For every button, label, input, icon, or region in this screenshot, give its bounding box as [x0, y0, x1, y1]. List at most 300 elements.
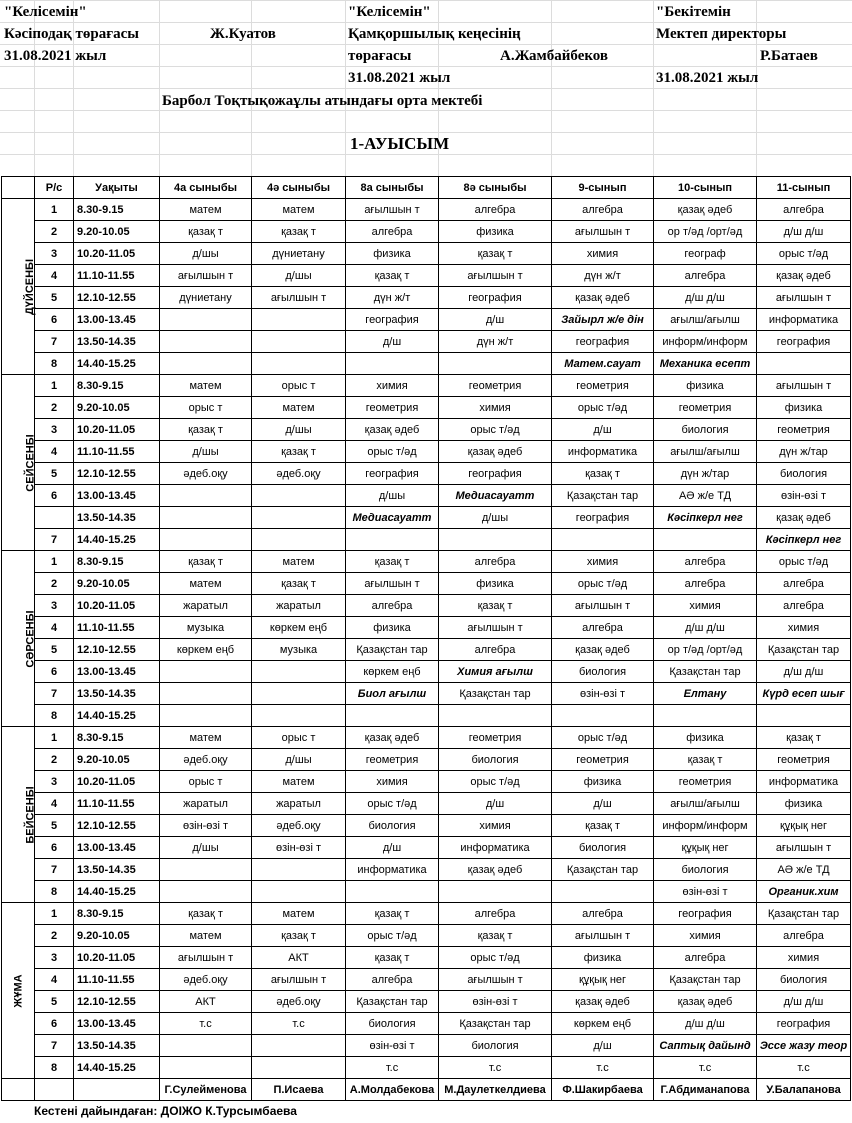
lesson-cell: д/шы	[439, 507, 552, 529]
lesson-cell: ағылшын т	[160, 265, 252, 287]
header-class-11: 11-сынып	[757, 177, 851, 199]
lesson-cell: геометрия	[439, 375, 552, 397]
lesson-cell: геометрия	[757, 419, 851, 441]
lesson-cell: өзін-өзі т	[252, 837, 346, 859]
lesson-cell: Механика есепт	[654, 353, 757, 375]
lesson-cell: ағылшын т	[346, 199, 439, 221]
left-date: 31.08.2021 жыл	[4, 48, 107, 64]
lesson-number: 4	[35, 265, 74, 287]
lesson-cell	[757, 353, 851, 375]
lesson-time: 11.10-11.55	[74, 441, 160, 463]
lesson-cell: қазақ т	[346, 947, 439, 969]
lesson-number: 8	[35, 1057, 74, 1079]
lesson-time: 10.20-11.05	[74, 771, 160, 793]
lesson-row	[2, 375, 851, 397]
lesson-cell: геометрия	[654, 771, 757, 793]
lesson-cell: физика	[654, 727, 757, 749]
lesson-number: 8	[35, 705, 74, 727]
lesson-cell: матем	[252, 397, 346, 419]
lesson-cell: д/ш	[552, 793, 654, 815]
lesson-cell	[552, 881, 654, 903]
lesson-cell: биология	[346, 815, 439, 837]
left-agreed: "Келісемін"	[4, 4, 87, 20]
lesson-cell: қазақ әдеб	[552, 639, 654, 661]
lesson-cell: Қазақстан тар	[654, 969, 757, 991]
lesson-cell: орыс т	[160, 397, 252, 419]
lesson-number: 7	[35, 683, 74, 705]
lesson-number: 7	[35, 859, 74, 881]
lesson-cell	[252, 881, 346, 903]
lesson-cell: дүн ж/тар	[757, 441, 851, 463]
lesson-cell: көркем еңб	[252, 617, 346, 639]
teacher-name: М.Даулеткелдиева	[439, 1079, 552, 1101]
lesson-cell: жаратыл	[160, 595, 252, 617]
lesson-number: 5	[35, 463, 74, 485]
lesson-number: 4	[35, 617, 74, 639]
lesson-cell: орыс т/әд	[346, 925, 439, 947]
lesson-number: 5	[35, 287, 74, 309]
lesson-time: 9.20-10.05	[74, 749, 160, 771]
lesson-row	[2, 331, 851, 353]
lesson-number: 2	[35, 749, 74, 771]
lesson-cell	[252, 331, 346, 353]
lesson-time: 8.30-9.15	[74, 375, 160, 397]
day-name: СЕЙСЕНБІ	[24, 433, 37, 492]
lesson-number: 7	[35, 1035, 74, 1057]
lesson-cell: Биол ағылш	[346, 683, 439, 705]
lesson-cell: ағылшын т	[346, 573, 439, 595]
lesson-cell	[252, 661, 346, 683]
lesson-number: 1	[35, 903, 74, 925]
header-class-4ae: 4ә сыныбы	[252, 177, 346, 199]
lesson-time: 10.20-11.05	[74, 243, 160, 265]
right-name: Р.Батаев	[760, 48, 818, 64]
lesson-cell: география	[654, 903, 757, 925]
lesson-cell: АКТ	[252, 947, 346, 969]
lesson-cell: ағылшын т	[757, 287, 851, 309]
lesson-cell: дүн ж/т	[439, 331, 552, 353]
lesson-cell	[252, 1035, 346, 1057]
lesson-cell: геометрия	[552, 375, 654, 397]
lesson-cell: биология	[346, 1013, 439, 1035]
lesson-cell: матем	[160, 573, 252, 595]
lesson-cell: қазақ т	[252, 573, 346, 595]
lesson-cell: Кәсіпкерл нег	[757, 529, 851, 551]
lesson-cell: алгебра	[654, 265, 757, 287]
lesson-cell: физика	[552, 771, 654, 793]
lesson-number: 6	[35, 485, 74, 507]
lesson-row	[2, 265, 851, 287]
right-approved: "Бекітемін	[656, 4, 731, 20]
lesson-number: 3	[35, 947, 74, 969]
lesson-cell: биология	[552, 837, 654, 859]
lesson-cell: орыс т/әд	[552, 573, 654, 595]
lesson-cell	[160, 507, 252, 529]
lesson-cell: география	[757, 1013, 851, 1035]
lesson-cell: биология	[757, 969, 851, 991]
lesson-cell	[252, 683, 346, 705]
lesson-cell: алгебра	[439, 551, 552, 573]
lesson-cell: орыс т	[252, 727, 346, 749]
lesson-cell	[252, 529, 346, 551]
lesson-cell: биология	[757, 463, 851, 485]
lesson-cell: д/ш	[552, 419, 654, 441]
lesson-cell	[252, 705, 346, 727]
lesson-number: 3	[35, 419, 74, 441]
lesson-cell: қазақ әдеб	[654, 991, 757, 1013]
prepared-by: Кестені дайындаған: ДОІЖО К.Турсымбаева	[34, 1104, 297, 1118]
lesson-cell: өзін-өзі т	[552, 683, 654, 705]
lesson-cell: физика	[439, 573, 552, 595]
lesson-number: 7	[35, 331, 74, 353]
teacher-name: Г.Сулейменова	[160, 1079, 252, 1101]
lesson-cell: өзін-өзі т	[654, 881, 757, 903]
lesson-cell: орыс т/әд	[439, 771, 552, 793]
lesson-cell	[552, 705, 654, 727]
day-label	[2, 551, 35, 727]
lesson-row	[2, 551, 851, 573]
lesson-cell: ағылш/ағылш	[654, 309, 757, 331]
lesson-cell	[439, 529, 552, 551]
lesson-cell: АКТ	[160, 991, 252, 1013]
lesson-cell	[252, 353, 346, 375]
lesson-number: 2	[35, 397, 74, 419]
lesson-cell: Қазақстан тар	[757, 903, 851, 925]
lesson-cell: қазақ әдеб	[439, 441, 552, 463]
lesson-number: 3	[35, 243, 74, 265]
lesson-cell: т.с	[160, 1013, 252, 1035]
lesson-cell: матем	[252, 771, 346, 793]
lesson-number: 3	[35, 595, 74, 617]
lesson-cell: химия	[439, 815, 552, 837]
lesson-cell: алгебра	[439, 903, 552, 925]
lesson-cell: д/шы	[160, 441, 252, 463]
lesson-cell	[252, 1057, 346, 1079]
lesson-cell: қазақ әдеб	[757, 265, 851, 287]
lesson-cell: қазақ әдеб	[757, 507, 851, 529]
lesson-cell: Қазақстан тар	[439, 1013, 552, 1035]
header-number: Р/с	[35, 177, 74, 199]
left-name: Ж.Куатов	[210, 26, 276, 42]
lesson-cell: жаратыл	[252, 595, 346, 617]
lesson-cell: ағылшын т	[439, 265, 552, 287]
lesson-cell	[160, 485, 252, 507]
lesson-time: 9.20-10.05	[74, 925, 160, 947]
lesson-cell: қазақ т	[654, 749, 757, 771]
lesson-cell: химия	[654, 925, 757, 947]
right-date: 31.08.2021 жыл	[656, 70, 759, 86]
lesson-cell: геометрия	[346, 397, 439, 419]
teacher-name: Г.Абдиманапова	[654, 1079, 757, 1101]
lesson-cell: жаратыл	[160, 793, 252, 815]
lesson-cell: матем	[160, 727, 252, 749]
lesson-number: 4	[35, 441, 74, 463]
lesson-cell: қазақ т	[757, 727, 851, 749]
schedule-table	[1, 176, 851, 1101]
lesson-cell: алгебра	[757, 595, 851, 617]
lesson-cell: ағылшын т	[439, 969, 552, 991]
lesson-cell: АӘ ж/е ТД	[757, 859, 851, 881]
day-label	[2, 727, 35, 903]
lesson-cell	[160, 1035, 252, 1057]
lesson-cell: құқық нег	[552, 969, 654, 991]
lesson-cell: өзін-өзі т	[346, 1035, 439, 1057]
school-name: Барбол Тоқтықожаұлы атындағы орта мектебі	[162, 93, 483, 109]
lesson-cell: орыс т	[252, 375, 346, 397]
lesson-cell	[439, 705, 552, 727]
lesson-number: 4	[35, 793, 74, 815]
shift-title: 1-АУЫСЫМ	[350, 134, 450, 153]
lesson-number: 8	[35, 881, 74, 903]
lesson-row	[2, 749, 851, 771]
lesson-time: 13.00-13.45	[74, 661, 160, 683]
lesson-cell: алгебра	[654, 947, 757, 969]
lesson-row	[2, 683, 851, 705]
lesson-number: 2	[35, 925, 74, 947]
lesson-cell: жаратыл	[252, 793, 346, 815]
day-name: ЖҰМА	[12, 973, 25, 1008]
lesson-time: 9.20-10.05	[74, 221, 160, 243]
lesson-row	[2, 837, 851, 859]
lesson-cell: Органик.хим	[757, 881, 851, 903]
lesson-cell: қазақ т	[346, 265, 439, 287]
lesson-cell: матем	[252, 551, 346, 573]
lesson-time: 12.10-12.55	[74, 815, 160, 837]
lesson-cell: д/шы	[252, 265, 346, 287]
lesson-time: 10.20-11.05	[74, 595, 160, 617]
lesson-cell: қазақ т	[252, 441, 346, 463]
teacher-name: П.Исаева	[252, 1079, 346, 1101]
lesson-cell: информ/информ	[654, 815, 757, 837]
middle-name: А.Жамбайбеков	[500, 48, 609, 64]
lesson-cell: алгебра	[346, 595, 439, 617]
lesson-cell: информатика	[346, 859, 439, 881]
lesson-time: 13.50-14.35	[74, 1035, 160, 1057]
lesson-cell: әдеб.оқу	[160, 463, 252, 485]
middle-position-2: төрағасы	[348, 48, 412, 64]
lesson-cell	[346, 529, 439, 551]
lesson-cell: орыс т/әд	[439, 947, 552, 969]
lesson-cell	[252, 507, 346, 529]
lesson-cell: т.с	[654, 1057, 757, 1079]
lesson-time: 12.10-12.55	[74, 991, 160, 1013]
lesson-cell: д/шы	[346, 485, 439, 507]
lesson-row	[2, 353, 851, 375]
lesson-cell: қазақ т	[346, 903, 439, 925]
lesson-time: 13.00-13.45	[74, 1013, 160, 1035]
lesson-cell	[160, 331, 252, 353]
lesson-cell: дүн ж/т	[346, 287, 439, 309]
lesson-cell: д/ш	[346, 331, 439, 353]
lesson-cell: құқық нег	[757, 815, 851, 837]
lesson-time: 14.40-15.25	[74, 705, 160, 727]
lesson-row	[2, 881, 851, 903]
lesson-cell	[160, 705, 252, 727]
lesson-cell: алгебра	[654, 573, 757, 595]
lesson-cell	[160, 353, 252, 375]
lesson-cell: қазақ әдеб	[346, 727, 439, 749]
lesson-cell: ағылшын т	[552, 595, 654, 617]
lesson-cell: алгебра	[552, 617, 654, 639]
lesson-cell: физика	[654, 375, 757, 397]
lesson-number	[35, 507, 74, 529]
lesson-cell: биология	[439, 1035, 552, 1057]
lesson-cell	[160, 529, 252, 551]
lesson-cell: Саптық дайынд	[654, 1035, 757, 1057]
lesson-cell: қазақ т	[552, 463, 654, 485]
lesson-cell: өзін-өзі т	[160, 815, 252, 837]
lesson-cell: әдеб.оқу	[252, 815, 346, 837]
lesson-cell: биология	[654, 419, 757, 441]
lesson-cell: орыс т	[160, 771, 252, 793]
teacher-name: У.Балапанова	[757, 1079, 851, 1101]
lesson-cell: Қазақстан тар	[654, 661, 757, 683]
lesson-row	[2, 463, 851, 485]
lesson-cell: Қазақстан тар	[552, 485, 654, 507]
lesson-cell: химия	[346, 771, 439, 793]
lesson-cell: ағылшын т	[757, 375, 851, 397]
lesson-cell: қазақ т	[439, 925, 552, 947]
lesson-cell: Медиасауатт	[439, 485, 552, 507]
lesson-cell: д/ш	[439, 309, 552, 331]
lesson-cell: д/шы	[160, 243, 252, 265]
lesson-time: 13.00-13.45	[74, 485, 160, 507]
lesson-row	[2, 397, 851, 419]
lesson-cell: географ	[654, 243, 757, 265]
lesson-cell: геометрия	[346, 749, 439, 771]
lesson-cell: алгебра	[552, 199, 654, 221]
lesson-cell: биология	[439, 749, 552, 771]
lesson-row	[2, 595, 851, 617]
lesson-cell: қазақ т	[439, 595, 552, 617]
lesson-row	[2, 771, 851, 793]
teachers-row-blank	[74, 1079, 160, 1101]
lesson-cell: Қазақстан тар	[346, 991, 439, 1013]
middle-position-1: Қамқоршылық кеңесінің	[348, 26, 521, 42]
lesson-cell: ағылшын т	[552, 925, 654, 947]
lesson-cell: ор т/әд /орт/әд	[654, 221, 757, 243]
lesson-cell	[252, 859, 346, 881]
lesson-time: 9.20-10.05	[74, 573, 160, 595]
lesson-cell: көркем еңб	[552, 1013, 654, 1035]
lesson-cell: информ/информ	[654, 331, 757, 353]
lesson-cell: химия	[654, 595, 757, 617]
lesson-row	[2, 639, 851, 661]
lesson-time: 12.10-12.55	[74, 463, 160, 485]
lesson-cell: әдеб.оқу	[252, 463, 346, 485]
lesson-cell	[552, 529, 654, 551]
teacher-name: Ф.Шакирбаева	[552, 1079, 654, 1101]
lesson-cell: Қазақстан тар	[552, 859, 654, 881]
lesson-row	[2, 925, 851, 947]
lesson-cell: д/ш д/ш	[654, 617, 757, 639]
lesson-cell: география	[346, 463, 439, 485]
lesson-cell: ағылшын т	[252, 287, 346, 309]
lesson-cell: т.с	[552, 1057, 654, 1079]
lesson-cell: музыка	[252, 639, 346, 661]
lesson-cell: д/ш д/ш	[654, 287, 757, 309]
lesson-cell: география	[439, 287, 552, 309]
lesson-number: 2	[35, 221, 74, 243]
lesson-cell: Химия ағылш	[439, 661, 552, 683]
lesson-row	[2, 903, 851, 925]
lesson-row	[2, 727, 851, 749]
lesson-cell: қазақ әдеб	[346, 419, 439, 441]
schedule-body	[2, 177, 851, 1101]
lesson-time: 8.30-9.15	[74, 551, 160, 573]
lesson-number: 5	[35, 815, 74, 837]
lesson-cell: д/шы	[252, 749, 346, 771]
lesson-cell: т.с	[252, 1013, 346, 1035]
lesson-number: 1	[35, 375, 74, 397]
lesson-cell: матем	[252, 903, 346, 925]
lesson-cell: Қазақстан тар	[439, 683, 552, 705]
lesson-cell	[160, 683, 252, 705]
lesson-cell: қазақ т	[252, 221, 346, 243]
lesson-cell: физика	[346, 617, 439, 639]
lesson-cell: химия	[552, 243, 654, 265]
lesson-cell: орыс т/әд	[757, 551, 851, 573]
lesson-cell: көркем еңб	[160, 639, 252, 661]
lesson-time: 13.50-14.35	[74, 331, 160, 353]
lesson-row	[2, 1057, 851, 1079]
lesson-cell: алгебра	[439, 639, 552, 661]
lesson-number: 8	[35, 353, 74, 375]
header-class-8a: 8а сыныбы	[346, 177, 439, 199]
lesson-number: 5	[35, 639, 74, 661]
lesson-cell: физика	[552, 947, 654, 969]
lesson-cell: геометрия	[439, 727, 552, 749]
lesson-number: 4	[35, 969, 74, 991]
lesson-cell: қазақ әдеб	[552, 991, 654, 1013]
lesson-cell: Кәсіпкерл нег	[654, 507, 757, 529]
lesson-number: 1	[35, 727, 74, 749]
lesson-cell: т.с	[346, 1057, 439, 1079]
middle-date: 31.08.2021 жыл	[348, 70, 451, 86]
lesson-cell	[439, 353, 552, 375]
lesson-cell: биология	[654, 859, 757, 881]
lesson-cell: дүн ж/тар	[654, 463, 757, 485]
left-position: Кәсіподақ төрағасы	[4, 26, 139, 42]
lesson-row	[2, 969, 851, 991]
lesson-row	[2, 617, 851, 639]
lesson-cell: әдеб.оқу	[160, 969, 252, 991]
header-time: Уақыты	[74, 177, 160, 199]
lesson-cell: д/ш д/ш	[757, 991, 851, 1013]
lesson-number: 6	[35, 661, 74, 683]
lesson-cell	[160, 881, 252, 903]
lesson-row	[2, 221, 851, 243]
lesson-cell	[654, 529, 757, 551]
header-class-4a: 4а сыныбы	[160, 177, 252, 199]
lesson-cell: Медиасауатт	[346, 507, 439, 529]
lesson-cell: қазақ әдеб	[552, 287, 654, 309]
lesson-row	[2, 705, 851, 727]
lesson-time: 8.30-9.15	[74, 903, 160, 925]
lesson-cell: қазақ т	[160, 551, 252, 573]
lesson-cell: дүниетану	[252, 243, 346, 265]
lesson-cell: д/шы	[160, 837, 252, 859]
lesson-cell: география	[757, 331, 851, 353]
header-day-blank	[2, 177, 35, 199]
lesson-cell: матем	[160, 199, 252, 221]
lesson-cell: д/ш	[439, 793, 552, 815]
lesson-cell: химия	[757, 617, 851, 639]
lesson-cell: ағылш/ағылш	[654, 793, 757, 815]
lesson-cell: ағылшын т	[252, 969, 346, 991]
lesson-cell: өзін-өзі т	[439, 991, 552, 1013]
lesson-row	[2, 573, 851, 595]
